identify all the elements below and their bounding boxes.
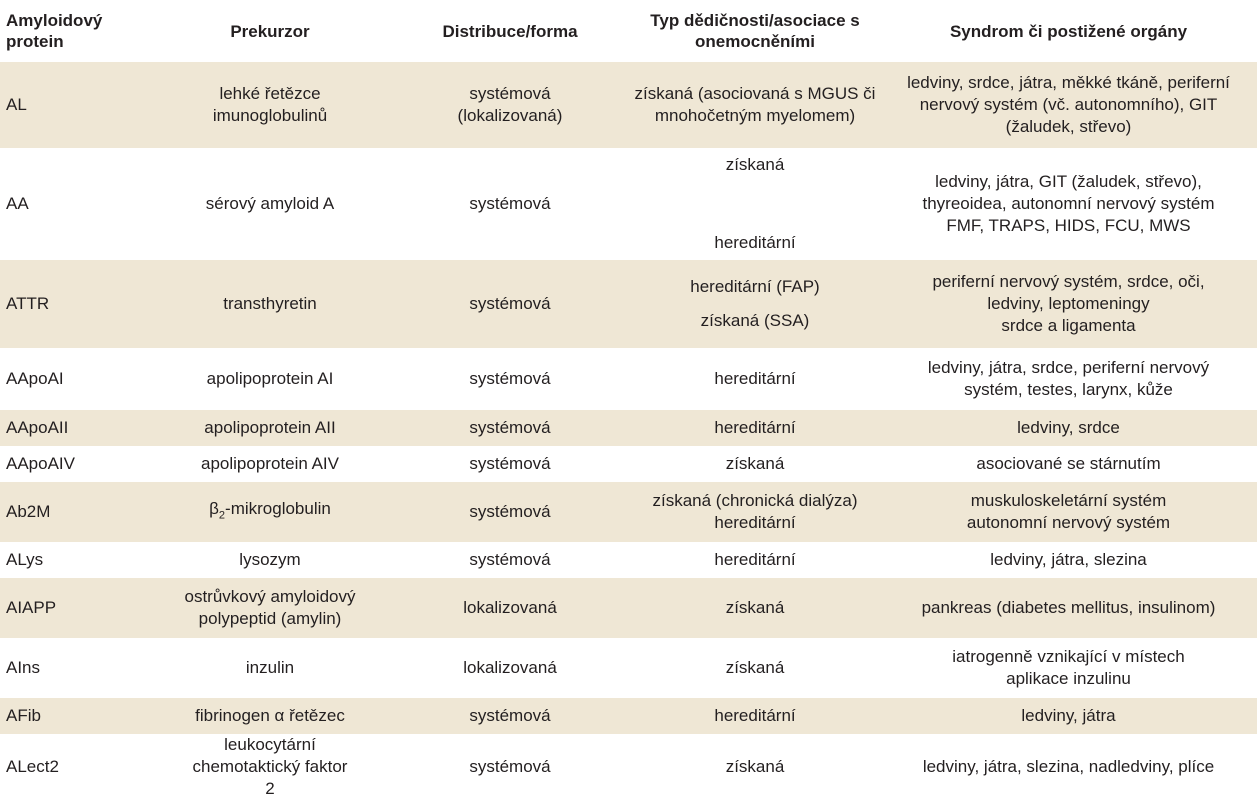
cell-protein: AApoAII: [0, 410, 150, 446]
cell-syndrome: ledviny, játra, slezina: [880, 542, 1257, 578]
cell-distribution: lokalizovaná: [390, 578, 630, 638]
cell-syndrome-b: srdce a ligamenta: [1001, 316, 1136, 335]
beta-symbol: β: [209, 498, 219, 518]
cell-syndrome: [880, 62, 1257, 148]
cell-protein: ALys: [0, 542, 150, 578]
header-syndrome: Syndrom či postižené orgány: [949, 21, 1188, 41]
cell-precursor: fibrinogen α řetězec: [150, 698, 390, 734]
cell-syndrome: pankreas (diabetes mellitus, insulinom): [880, 578, 1257, 638]
cell-inheritance-a: hereditární (FAP): [690, 277, 820, 296]
subscript-two: 2: [218, 509, 226, 522]
cell-distribution: systémová: [390, 446, 630, 482]
header-row: [0, 0, 1257, 62]
cell-distribution: systémová: [390, 542, 630, 578]
cell-precursor: lysozym: [150, 542, 390, 578]
cell-protein: AIAPP: [0, 578, 150, 638]
table-row: [0, 482, 1257, 542]
cell-precursor: transthyretin: [150, 260, 390, 348]
cell-precursor: apolipoprotein AIV: [150, 446, 390, 482]
cell-inheritance: získaná: [630, 578, 880, 638]
cell-precursor: sérový amyloid A: [150, 148, 390, 260]
cell-inheritance-b: hereditární: [714, 513, 796, 532]
table-row: [0, 446, 1257, 482]
cell-precursor: [150, 482, 390, 542]
cell-inheritance: [630, 148, 880, 260]
cell-distribution: lokalizovaná: [390, 638, 630, 698]
cell-distribution: systémová: [390, 734, 630, 800]
table-row: [0, 348, 1257, 410]
cell-protein: AIns: [0, 638, 150, 698]
cell-syndrome-b: autonomní nervový systém: [966, 513, 1171, 532]
cell-precursor-text: ostrůvkový amyloidový polypeptid (amylin): [184, 587, 356, 628]
cell-protein: Ab2M: [0, 482, 150, 542]
table-row: [0, 260, 1257, 348]
cell-syndrome-a: periferní nervový systém, srdce, oči, ledviny, leptomeningy: [932, 272, 1205, 313]
table-row: [0, 410, 1257, 446]
cell-inheritance-a: získaná: [725, 155, 785, 174]
cell-syndrome: [880, 482, 1257, 542]
cell-distribution: systémová: [390, 148, 630, 260]
table-row: [0, 148, 1257, 260]
table-row: [0, 698, 1257, 734]
cell-inheritance: [630, 482, 880, 542]
cell-inheritance: hereditární: [630, 348, 880, 410]
cell-syndrome: asociované se stárnutím: [880, 446, 1257, 482]
cell-precursor: [150, 734, 390, 800]
cell-precursor: [150, 62, 390, 148]
cell-syndrome-a: muskuloskeletární systém: [970, 491, 1167, 510]
cell-protein: AL: [0, 62, 150, 148]
cell-inheritance-text: získaná (asociovaná s MGUS či mnohočetným myelomem): [634, 84, 876, 125]
cell-syndrome: ledviny, játra, slezina, nadledviny, plíce: [880, 734, 1257, 800]
cell-syndrome: [880, 148, 1257, 260]
header-distribution: Distribuce/forma: [442, 21, 578, 41]
cell-precursor: [150, 578, 390, 638]
table-row: [0, 734, 1257, 800]
cell-protein: ATTR: [0, 260, 150, 348]
table-row: [0, 578, 1257, 638]
cell-precursor-text: lehké řetězce imunoglobulinů: [212, 84, 328, 125]
cell-inheritance-b: hereditární: [714, 233, 796, 252]
cell-distribution: systémová: [390, 410, 630, 446]
header-inheritance: Typ dědičnosti/asociace s onemocněními: [650, 11, 860, 51]
cell-inheritance: [630, 260, 880, 348]
cell-inheritance: získaná: [630, 638, 880, 698]
cell-inheritance-b: získaná (SSA): [700, 311, 810, 330]
cell-inheritance: hereditární: [630, 698, 880, 734]
cell-inheritance: získaná: [630, 446, 880, 482]
cell-syndrome-text: ledviny, srdce, játra, měkké tkáně, periferní nervový systém (vč. autonomního), GIT (žaludek, střevo): [907, 73, 1230, 136]
cell-protein: AApoAI: [0, 348, 150, 410]
header-protein: Amyloidový protein: [6, 11, 103, 51]
cell-inheritance: hereditární: [630, 410, 880, 446]
cell-precursor-text: leukocytární chemotaktický faktor 2: [192, 735, 348, 798]
cell-precursor: apolipoprotein AII: [150, 410, 390, 446]
cell-syndrome: ledviny, srdce: [880, 410, 1257, 446]
cell-distribution: [390, 62, 630, 148]
cell-syndrome: [880, 638, 1257, 698]
cell-distribution: systémová: [390, 348, 630, 410]
cell-syndrome-text: iatrogenně vznikající v místech aplikace inzulinu: [952, 647, 1185, 688]
table-row: [0, 638, 1257, 698]
cell-syndrome: [880, 260, 1257, 348]
cell-inheritance: hereditární: [630, 542, 880, 578]
cell-protein: AA: [0, 148, 150, 260]
table-row: [0, 542, 1257, 578]
cell-syndrome: [880, 348, 1257, 410]
cell-protein: AFib: [0, 698, 150, 734]
cell-syndrome: ledviny, játra: [880, 698, 1257, 734]
cell-distribution: systémová: [390, 698, 630, 734]
cell-precursor: apolipoprotein AI: [150, 348, 390, 410]
cell-precursor: inzulin: [150, 638, 390, 698]
cell-protein: AApoAIV: [0, 446, 150, 482]
precursor-rest: -mikroglobulin: [225, 498, 331, 518]
cell-distribution-text: systémová (lokalizovaná): [457, 84, 563, 125]
cell-syndrome-b: FMF, TRAPS, HIDS, FCU, MWS: [946, 216, 1191, 235]
table-row: [0, 62, 1257, 148]
cell-protein: ALect2: [0, 734, 150, 800]
cell-distribution: systémová: [390, 482, 630, 542]
header-precursor: Prekurzor: [230, 21, 310, 41]
cell-syndrome-text: ledviny, játra, srdce, periferní nervový systém, testes, larynx, kůže: [927, 358, 1210, 399]
cell-distribution: systémová: [390, 260, 630, 348]
cell-inheritance-a: získaná (chronická dialýza): [652, 491, 858, 510]
cell-syndrome-a: ledviny, játra, GIT (žaludek, střevo), thyreoidea, autonomní nervový systém: [922, 172, 1215, 213]
cell-inheritance: [630, 62, 880, 148]
cell-inheritance: získaná: [630, 734, 880, 800]
